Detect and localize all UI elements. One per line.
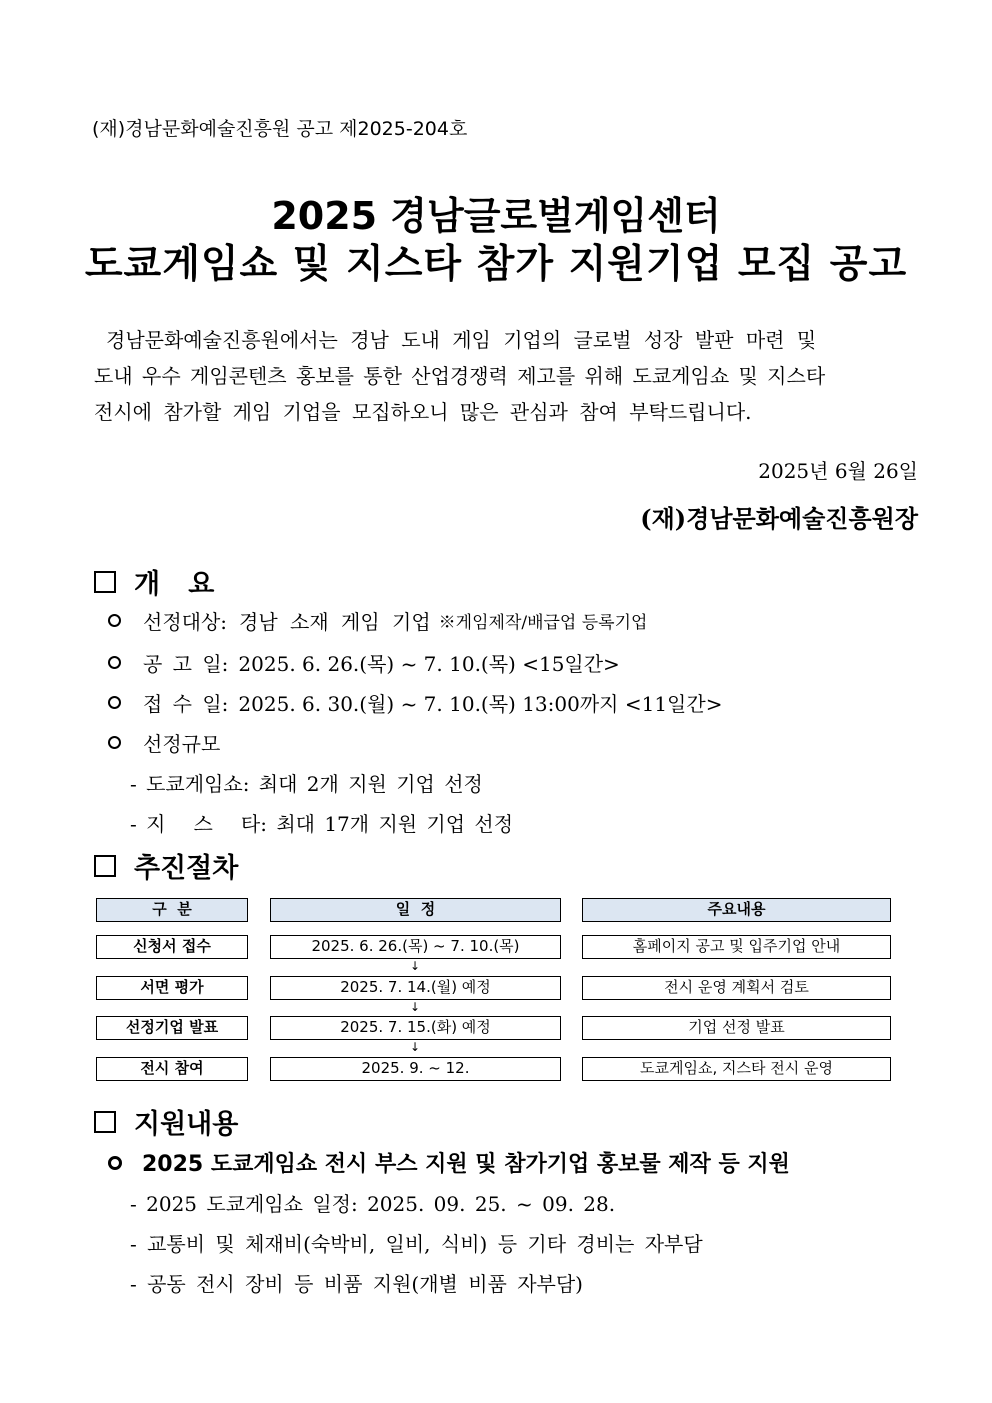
receipt-label: 접 수 일: <box>143 692 229 716</box>
overview-receipt-period <box>108 688 722 717</box>
row-2-label: 서면 평가 <box>96 976 248 1000</box>
row-3-label: 선정기업 발표 <box>96 1016 248 1040</box>
checkbox-square-icon <box>94 571 116 593</box>
header-content: 주요내용 <box>582 898 891 922</box>
row-4-label: 전시 참여 <box>96 1057 248 1081</box>
support-sub-item-3: - 공동 전시 장비 등 비품 지원(개별 비품 자부담) <box>130 1272 583 1296</box>
scale-label: 선정규모 <box>143 732 221 756</box>
header-schedule: 일 정 <box>270 898 561 922</box>
arrow-down-icon: ↓ <box>410 1040 421 1054</box>
circle-bullet-icon <box>108 1156 122 1170</box>
circle-bullet-icon <box>108 696 121 709</box>
section-overview-heading <box>94 562 214 601</box>
circle-bullet-icon <box>108 614 121 627</box>
row-3-content: 기업 선정 발표 <box>582 1016 891 1040</box>
section-procedure-heading <box>94 846 238 885</box>
row-1-schedule: 2025. 6. 26.(목) ~ 7. 10.(목) <box>270 935 561 959</box>
section-support-title: 지원내용 <box>134 1109 239 1140</box>
overview-notice-period <box>108 648 620 677</box>
notice-date: 2025년 6월 26일 <box>758 459 918 483</box>
checkbox-square-icon <box>94 1111 116 1133</box>
header-category: 구 분 <box>96 898 248 922</box>
notice-period-value: 2025. 6. 26.(목) ~ 7. 10.(목) <15일간> <box>238 652 620 676</box>
target-value: 경남 소재 게임 기업 <box>239 610 431 634</box>
row-4-content: 도쿄게임쇼, 지스타 전시 운영 <box>582 1057 891 1081</box>
scale-item-tgs: - 도쿄게임쇼: 최대 2개 지원 기업 선정 <box>130 772 483 796</box>
row-4-schedule: 2025. 9. ~ 12. <box>270 1057 561 1081</box>
row-1-content: 홈페이지 공고 및 입주기업 안내 <box>582 935 891 959</box>
support-main-item <box>108 1147 790 1178</box>
circle-bullet-icon <box>108 656 121 669</box>
overview-target <box>108 606 647 635</box>
intro-line-3: 전시에 참가할 게임 기업을 모집하오니 많은 관심과 참여 부탁드립니다. <box>94 400 752 424</box>
intro-line-2: 도내 우수 게임콘텐츠 홍보를 통한 산업경쟁력 제고를 위해 도쿄게임쇼 및 지스타 <box>94 364 826 388</box>
scale-item-gstar: - 지 스 타: 최대 17개 지원 기업 선정 <box>130 812 514 836</box>
checkbox-square-icon <box>94 855 116 877</box>
section-procedure-title: 추진절차 <box>134 853 239 884</box>
intro-paragraph <box>94 322 920 430</box>
row-2-schedule: 2025. 7. 14.(월) 예정 <box>270 976 561 1000</box>
overview-scale <box>108 728 220 757</box>
notice-period-label: 공 고 일: <box>143 652 229 676</box>
intro-line-1: 경남문화예술진흥원에서는 경남 도내 게임 기업의 글로벌 성장 발판 마련 및 <box>106 328 817 352</box>
receipt-value: 2025. 6. 30.(월) ~ 7. 10.(목) 13:00까지 <11일간> <box>238 692 723 716</box>
section-support-heading <box>94 1102 238 1141</box>
arrow-down-icon: ↓ <box>410 1000 421 1014</box>
target-note: ※게임제작/배급업 등록기업 <box>438 613 648 633</box>
row-3-schedule: 2025. 7. 15.(화) 예정 <box>270 1016 561 1040</box>
target-label: 선정대상: <box>143 610 228 634</box>
support-main-text: 2025 도쿄게임쇼 전시 부스 지원 및 참가기업 홍보물 제작 등 지원 <box>142 1152 790 1177</box>
row-1-label: 신청서 접수 <box>96 935 248 959</box>
title-line-1: 2025 경남글로벌게임센터 <box>271 194 721 238</box>
notice-number: (재)경남문화예술진흥원 공고 제2025-204호 <box>92 118 468 140</box>
circle-bullet-icon <box>108 736 121 749</box>
issuer: (재)경남문화예술진흥원장 <box>640 504 918 533</box>
title-line-2: 도쿄게임쇼 및 지스타 참가 지원기업 모집 공고 <box>84 242 908 287</box>
support-sub-item-2: - 교통비 및 체재비(숙박비, 일비, 식비) 등 기타 경비는 자부담 <box>130 1232 703 1256</box>
section-overview-title: 개 요 <box>134 569 215 600</box>
support-sub-item-1: - 2025 도쿄게임쇼 일정: 2025. 09. 25. ~ 09. 28. <box>130 1192 616 1216</box>
row-2-content: 전시 운영 계획서 검토 <box>582 976 891 1000</box>
arrow-down-icon: ↓ <box>410 959 421 973</box>
